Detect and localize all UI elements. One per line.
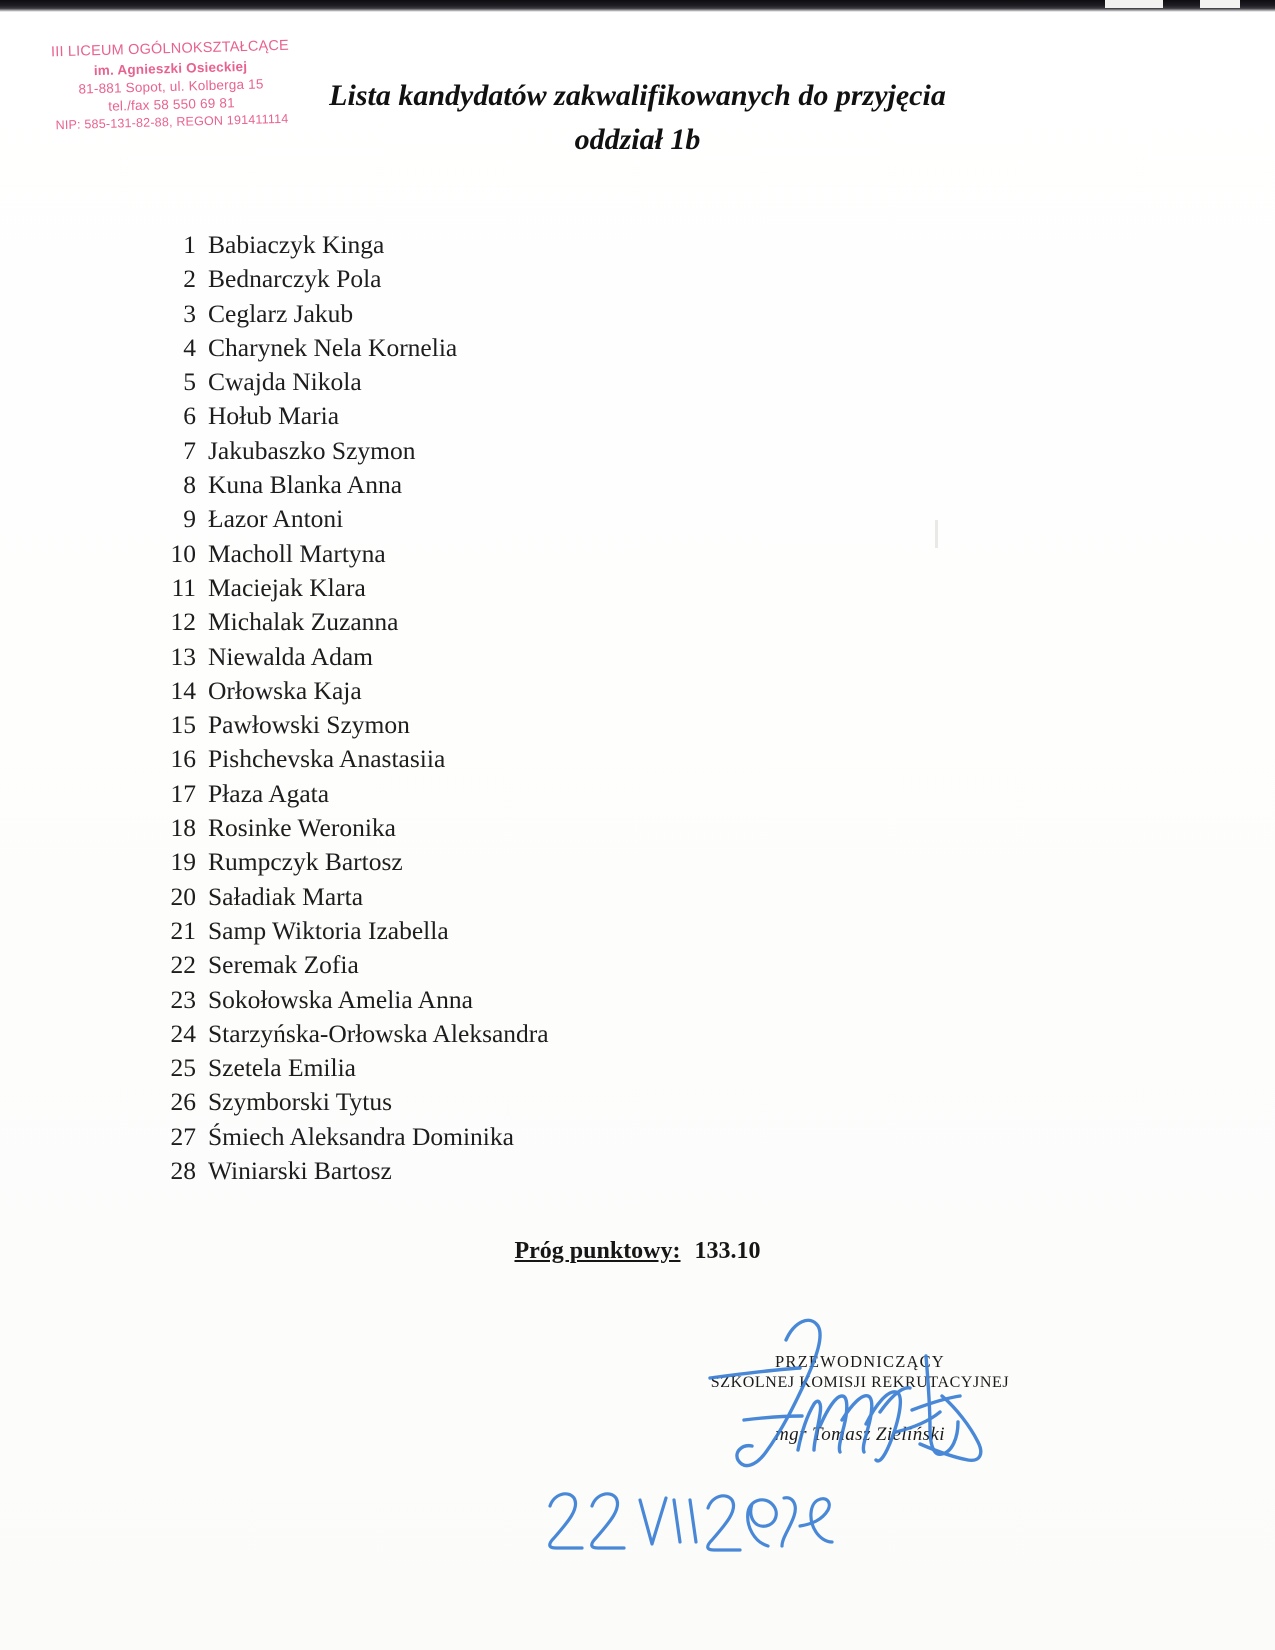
candidate-row: [0, 948, 1275, 982]
candidate-row: [0, 365, 1275, 399]
candidate-number: 18: [170, 813, 196, 843]
candidate-list: [0, 228, 1275, 1188]
candidate-name: Orłowska Kaja: [208, 675, 362, 705]
candidate-name: Kuna Blanka Anna: [208, 470, 403, 500]
candidate-row: [0, 502, 1275, 536]
candidate-row: [0, 605, 1275, 639]
candidate-name: Michalak Zuzanna: [208, 607, 399, 637]
candidate-number: 12: [170, 607, 196, 637]
candidate-name: Macholl Martyna: [208, 538, 386, 568]
candidate-row: [0, 297, 1275, 331]
scan-edge-notch: [1200, 0, 1240, 8]
candidate-number: 9: [183, 504, 196, 534]
signature-name: mgr Tomasz Zieliński: [775, 1424, 945, 1445]
signature-role-line2: SZKOLNEJ KOMISJI REKRUTACYJNEJ: [710, 1374, 1010, 1391]
candidate-number: 24: [170, 1018, 196, 1048]
candidate-name: Bednarczyk Pola: [208, 264, 382, 294]
candidate-name: Szetela Emilia: [208, 1053, 356, 1083]
letterhead-tax-ids: NIP: 585-131-82-88, REGON 191411114: [55, 111, 289, 133]
candidate-number: 27: [170, 1121, 196, 1151]
candidate-row: [0, 331, 1275, 365]
letterhead-patron: im. Agnieszki Osieckiej: [93, 58, 248, 78]
candidate-name: Pishchevska Anastasiia: [208, 744, 446, 774]
letterhead-address: 81-881 Sopot, ul. Kolberga 15: [78, 76, 264, 97]
candidate-name: Ceglarz Jakub: [208, 298, 354, 328]
candidate-row: [0, 914, 1275, 948]
candidate-row: [0, 434, 1275, 468]
candidate-row: [0, 845, 1275, 879]
letterhead-school-name: III LICEUM OGÓLNOKSZTAŁCĄCE: [50, 37, 290, 61]
candidate-number: 1: [183, 230, 196, 259]
candidate-number: 25: [170, 1053, 196, 1083]
candidate-row: [0, 983, 1275, 1017]
candidate-number: 26: [170, 1087, 196, 1117]
candidate-number: 17: [170, 778, 196, 808]
candidate-number: 7: [183, 435, 196, 465]
candidate-name: Pawłowski Szymon: [208, 710, 410, 740]
candidate-number: 6: [183, 401, 196, 431]
candidate-number: 21: [170, 915, 196, 945]
candidate-row: [0, 228, 1275, 262]
candidate-name: Seremak Zofia: [208, 950, 359, 980]
candidate-name: Samp Wiktoria Izabella: [208, 915, 449, 945]
candidate-name: Niewalda Adam: [208, 641, 373, 671]
threshold-label: Próg punktowy:: [514, 1238, 681, 1264]
candidate-name: Płaza Agata: [208, 778, 330, 808]
page-title: [0, 74, 1275, 161]
candidate-row: [0, 880, 1275, 914]
candidate-row: [0, 1085, 1275, 1119]
candidate-number: 4: [183, 332, 196, 362]
signature-block: [700, 1352, 1020, 1446]
candidate-row: [0, 674, 1275, 708]
candidate-row: [0, 571, 1275, 605]
candidate-name: Szymborski Tytus: [208, 1087, 393, 1117]
candidate-row: [0, 537, 1275, 571]
candidate-name: Maciejak Klara: [208, 572, 366, 602]
candidate-name: Sokołowska Amelia Anna: [208, 984, 473, 1014]
page-title-line1: Lista kandydatów zakwalifikowanych do przyjęcia: [329, 79, 946, 112]
candidate-name: Winiarski Bartosz: [208, 1156, 392, 1186]
candidate-row: [0, 742, 1275, 776]
candidate-row: [0, 640, 1275, 674]
candidate-name: Charynek Nela Kornelia: [208, 332, 458, 362]
candidate-name: Starzyńska-Orłowska Aleksandra: [208, 1018, 549, 1048]
candidate-number: 23: [170, 984, 196, 1014]
candidate-number: 5: [183, 367, 196, 397]
candidate-row: [0, 1154, 1275, 1188]
candidate-name: Łazor Antoni: [208, 504, 344, 534]
candidate-row: [0, 777, 1275, 811]
candidate-number: 3: [183, 298, 196, 328]
candidate-row: [0, 708, 1275, 742]
candidate-name: Rosinke Weronika: [208, 813, 396, 843]
candidate-row: [0, 399, 1275, 433]
candidate-row: [0, 262, 1275, 296]
candidate-row: [0, 1017, 1275, 1051]
threshold-value: 133.10: [694, 1238, 761, 1264]
candidate-number: 20: [170, 881, 196, 911]
candidate-number: 22: [170, 950, 196, 980]
candidate-name: Jakubaszko Szymon: [208, 435, 416, 465]
candidate-row: [0, 468, 1275, 502]
letterhead-phone: tel./fax 58 550 69 81: [108, 95, 235, 114]
candidate-number: 11: [171, 572, 196, 602]
candidate-number: 14: [170, 675, 196, 705]
candidate-name: Saładiak Marta: [208, 881, 364, 911]
candidate-number: 15: [170, 710, 196, 740]
candidate-number: 13: [170, 641, 196, 671]
candidate-row: [0, 811, 1275, 845]
candidate-name: Babiaczyk Kinga: [208, 230, 385, 259]
page-title-line2: oddział 1b: [574, 122, 701, 156]
candidate-name: Cwajda Nikola: [208, 367, 362, 397]
candidate-row: [0, 1051, 1275, 1085]
candidate-number: 2: [183, 264, 196, 294]
candidate-number: 16: [170, 744, 196, 774]
candidate-number: 28: [170, 1156, 196, 1186]
signature-role-line1: PRZEWODNICZĄCY: [775, 1352, 945, 1371]
candidate-row: [0, 1120, 1275, 1154]
candidate-number: 8: [183, 470, 196, 500]
threshold-line: [0, 1238, 1275, 1265]
candidate-name: Rumpczyk Bartosz: [208, 847, 403, 877]
candidate-number: 19: [170, 847, 196, 877]
candidate-name: Hołub Maria: [208, 401, 340, 431]
scan-edge-notch: [1105, 0, 1163, 8]
candidate-name: Śmiech Aleksandra Dominika: [208, 1121, 514, 1151]
scan-top-edge: [0, 0, 1275, 12]
candidate-number: 10: [170, 538, 196, 568]
